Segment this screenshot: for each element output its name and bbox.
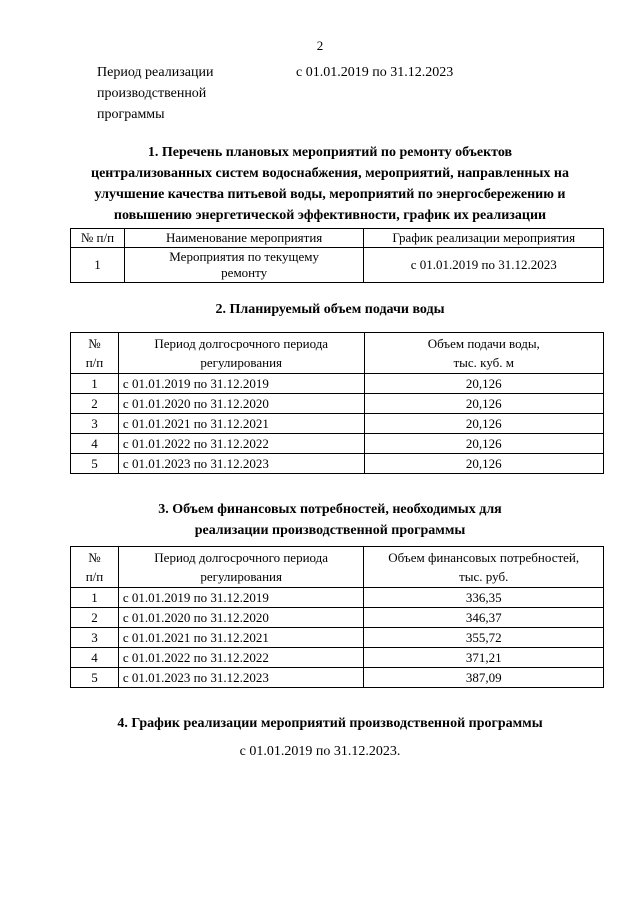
cell-period: с 01.01.2021 по 31.12.2021: [118, 628, 364, 648]
label-line: Период реализации: [97, 65, 214, 80]
table-row: [71, 434, 604, 454]
header-line: регулирования: [200, 355, 283, 370]
measures-table: [70, 228, 604, 283]
cell-period: с 01.01.2023 по 31.12.2023: [118, 454, 364, 474]
cell-period: с 01.01.2023 по 31.12.2023: [118, 668, 364, 688]
table-row: [71, 628, 604, 648]
cell-volume: 20,126: [364, 454, 604, 474]
cell-number: 1: [71, 588, 119, 608]
cell-financial: 387,09: [364, 668, 604, 688]
cell-number: 4: [71, 648, 119, 668]
implementation-period-label: [97, 62, 267, 125]
cell-volume: 20,126: [364, 414, 604, 434]
cell-measure-name: [124, 248, 364, 283]
table-row: [71, 374, 604, 394]
table-row: [71, 248, 604, 283]
cell-number: 1: [71, 248, 125, 283]
header-measure-name: Наименование мероприятия: [124, 229, 364, 248]
table-row: [71, 668, 604, 688]
title-line: 3. Объем финансовых потребностей, необходимых для: [158, 502, 502, 517]
cell-number: 5: [71, 454, 119, 474]
header-line: Объем финансовых потребностей,: [388, 550, 580, 565]
section3-title: [60, 499, 600, 541]
header-line: Период долгосрочного периода: [154, 550, 329, 565]
table-row: [71, 588, 604, 608]
financial-needs-table: [70, 546, 604, 688]
header-schedule: График реализации мероприятия: [364, 229, 604, 248]
table-header-row: [71, 333, 604, 374]
header-line: регулирования: [200, 569, 282, 584]
cell-number: 1: [71, 374, 119, 394]
cell-financial: 346,37: [364, 608, 604, 628]
header-financial: [364, 547, 604, 588]
header-period: [118, 333, 364, 374]
section1-title: [60, 142, 600, 226]
header-line: п/п: [85, 355, 104, 370]
cell-period: с 01.01.2020 по 31.12.2020: [118, 608, 364, 628]
section2-title: 2. Планируемый объем подачи воды: [215, 302, 445, 317]
title-line: реализации производственной программы: [194, 523, 466, 538]
cell-period: с 01.01.2019 по 31.12.2019: [118, 374, 364, 394]
cell-period: с 01.01.2021 по 31.12.2021: [118, 414, 364, 434]
header-line: №: [88, 336, 101, 351]
cell-period: с 01.01.2020 по 31.12.2020: [118, 394, 364, 414]
table-row: [71, 394, 604, 414]
table-header-row: [71, 229, 604, 248]
title-line: улучшение качества питьевой воды, мероприятий по энергосбережению и: [94, 187, 566, 202]
header-number: № п/п: [71, 229, 125, 248]
cell-number: 2: [71, 394, 119, 414]
cell-number: 3: [71, 628, 119, 648]
header-period: [118, 547, 364, 588]
page-number: 2: [316, 38, 324, 53]
section4-title: 4. График реализации мероприятий производственной программы: [117, 716, 543, 731]
title-line: 1. Перечень плановых мероприятий по ремонту объектов: [147, 145, 513, 160]
cell-volume: 20,126: [364, 394, 604, 414]
section4-period-text: с 01.01.2019 по 31.12.2023.: [239, 744, 401, 759]
cell-line: Мероприятия по текущему: [169, 249, 320, 264]
header-line: Период долгосрочного периода: [154, 336, 329, 351]
header-line: тыс. руб.: [459, 569, 509, 584]
cell-schedule: с 01.01.2019 по 31.12.2023: [364, 248, 604, 283]
title-line: централизованных систем водоснабжения, мероприятий, направленных на: [91, 166, 569, 181]
cell-number: 2: [71, 608, 119, 628]
label-line: программы: [97, 107, 165, 122]
water-supply-table: [70, 332, 604, 474]
header-volume: [364, 333, 604, 374]
header-line: Объем подачи воды,: [427, 336, 540, 351]
cell-volume: 20,126: [364, 374, 604, 394]
cell-number: 4: [71, 434, 119, 454]
cell-volume: 20,126: [364, 434, 604, 454]
cell-number: 5: [71, 668, 119, 688]
table-header-row: [71, 547, 604, 588]
cell-financial: 371,21: [364, 648, 604, 668]
cell-period: с 01.01.2019 по 31.12.2019: [118, 588, 364, 608]
cell-line: ремонту: [221, 265, 268, 280]
implementation-period-value: с 01.01.2019 по 31.12.2023: [296, 65, 454, 80]
header-line: тыс. куб. м: [453, 355, 514, 370]
header-line: №: [88, 550, 101, 565]
header-number: [71, 333, 119, 374]
cell-period: с 01.01.2022 по 31.12.2022: [118, 648, 364, 668]
table-row: [71, 414, 604, 434]
header-number: [71, 547, 119, 588]
cell-period: с 01.01.2022 по 31.12.2022: [118, 434, 364, 454]
table-row: [71, 648, 604, 668]
title-line: повышению энергетической эффективности, график их реализации: [113, 208, 547, 223]
cell-financial: 355,72: [364, 628, 604, 648]
cell-financial: 336,35: [364, 588, 604, 608]
table-row: [71, 454, 604, 474]
label-line: производственной: [97, 86, 207, 101]
table-row: [71, 608, 604, 628]
header-line: п/п: [85, 569, 104, 584]
cell-number: 3: [71, 414, 119, 434]
